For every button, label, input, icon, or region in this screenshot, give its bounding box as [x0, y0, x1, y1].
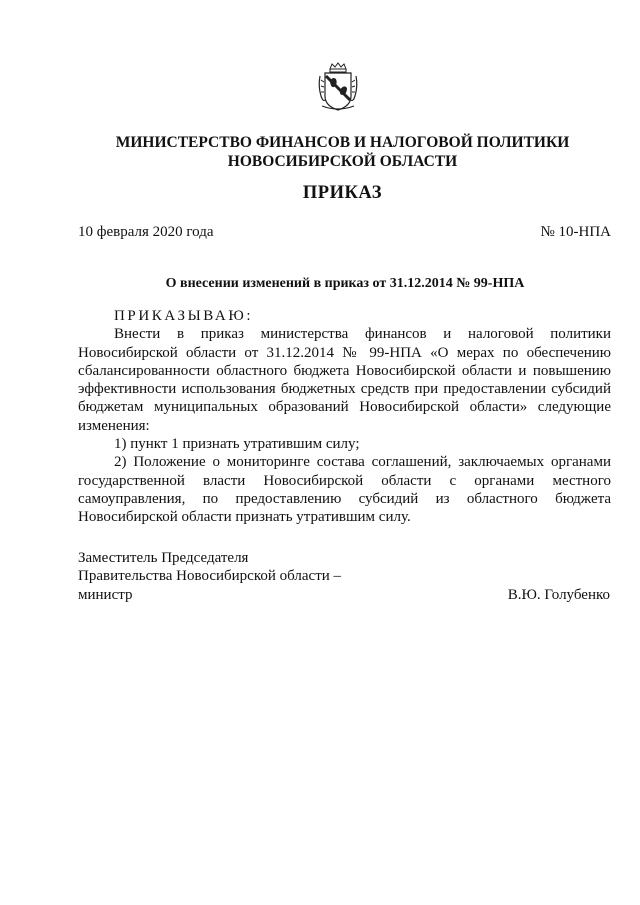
signature-position-line-1: Заместитель Председателя	[78, 550, 249, 566]
document-subject: О внесении изменений в приказ от 31.12.2014 № 99-НПА	[165, 276, 525, 291]
ministry-name-line-2: НОВОСИБИРСКОЙ ОБЛАСТИ	[227, 153, 458, 170]
body-paragraph-item-1: 1) пункт 1 признать утратившим силу;	[114, 436, 360, 453]
signature-position-line-3: министр	[78, 586, 133, 603]
signature-position-line-2: Правительства Новосибирской области –	[78, 568, 342, 585]
document-type-title: ПРИКАЗ	[302, 183, 383, 203]
decree-word: ПРИКАЗЫВАЮ:	[114, 308, 254, 324]
body-paragraph-item-2: 2) Положение о мониторинге состава соглашений, заключаемых органами государственной власти Новосибирской области с органами местного самоуправления, по предоставлению субсидий из областного бюджета Новосибирской области признать утратившим силу.	[78, 454, 611, 526]
ministry-name-line-1: МИНИСТЕРСТВО ФИНАНСОВ И НАЛОГОВОЙ ПОЛИТИКИ	[115, 134, 570, 151]
document-number: № 10-НПА	[540, 224, 611, 240]
document-date: 10 февраля 2020 года	[78, 224, 214, 240]
signature-position	[78, 549, 341, 604]
body-paragraph-main: Внести в приказ министерства финансов и налоговой политики Новосибирской области от 31.12.2014 № 99-НПА «О мерах по обеспечению сбалансированности областного бюджета Новосибирской области и повышению эффективности использования бюджетных средств при предоставлении субсидий бюджетам муниципальных образований Новосибирской области» следующие изменения:	[78, 326, 611, 434]
signer-name: В.Ю. Голубенко	[507, 587, 610, 603]
ministry-name	[40, 133, 640, 171]
document-body	[78, 307, 611, 527]
regional-coat-of-arms-icon	[317, 62, 359, 112]
